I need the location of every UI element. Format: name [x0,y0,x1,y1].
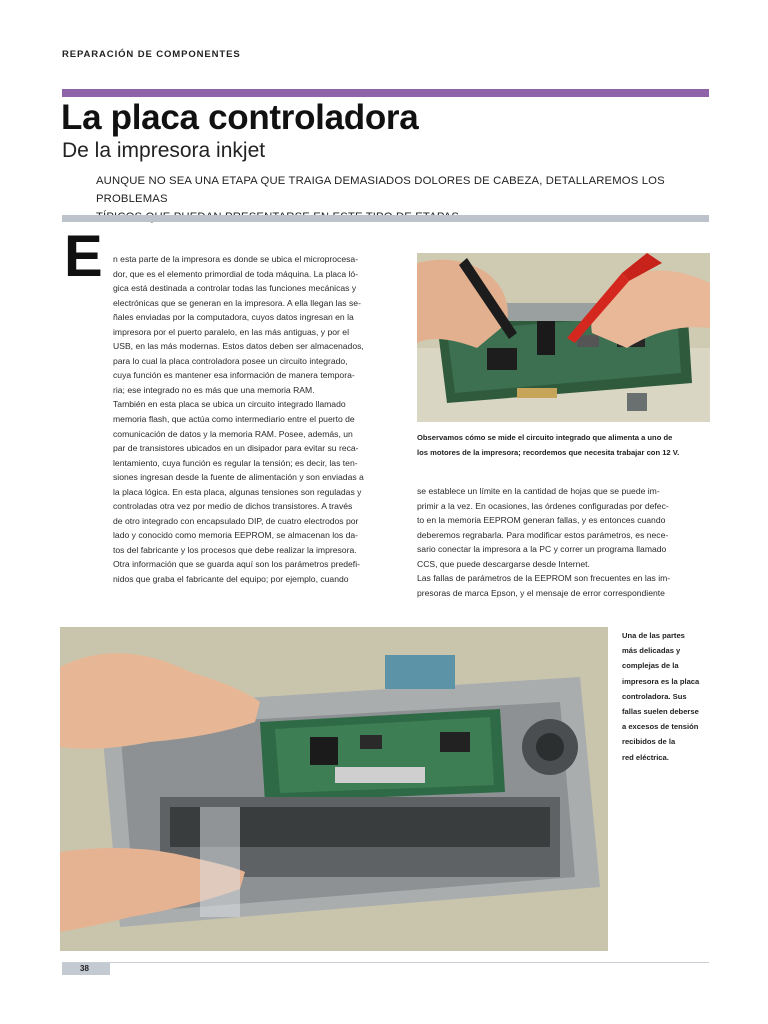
body-line: la placa lógica. En esta placa, algunas tensiones son reguladas y [113,486,362,497]
body-line: presoras de marca Epson, y el mensaje de error correspondiente [417,587,665,598]
drop-cap: E [64,224,103,289]
body-line: sario conectar la impresora a la PC y correr un programa llamado [417,544,667,555]
caption-line: Observamos cómo se mide el circuito integrado que alimenta a uno de [417,433,673,442]
body-line: gica está destinada a controlar todas las funciones mecánicas y [113,283,357,294]
photo-caption-2 [622,628,712,765]
section-divider [62,215,709,222]
body-line: Otra información que se guarda aquí son los parámetros predefi- [113,559,360,570]
body-line: USB, en las más modernas. Estos datos deben ser almacenados, [113,341,364,352]
body-line: to en la memoria EEPROM generan fallas, y es entonces cuando [417,515,666,526]
body-line: controladas otra vez por medio de dichos transistores. A través [113,501,353,512]
body-line: memoria flash, que actúa como intermediario entre el puerto de [113,414,355,425]
lead-line: AUNQUE NO SEA UNA ETAPA QUE TRAIGA DEMASIADOS DOLORES DE CABEZA, DETALLAREMOS LOS PROBLEMAS [96,175,665,205]
section-label: REPARACIÓN DE COMPONENTES [62,49,241,60]
body-line: comunicación de datos y la memoria RAM. Posee, además, un [113,428,353,439]
body-line: lentamiento, cuya función es regular la tensión; es decir, las ten- [113,457,358,468]
caption-line: a excesos de tensión [622,722,699,732]
photo-printer-internals [60,627,608,951]
body-column-2 [417,484,709,600]
caption-line: impresora es la placa [622,676,700,686]
body-line: También en esta placa se ubica un circuito integrado llamado [113,399,346,410]
photo-measuring-ic [417,253,710,422]
caption-line: Una de las partes [622,631,685,640]
article-title: La placa controladora [61,98,419,137]
accent-bar [62,89,709,97]
body-line: lado y conocido como memoria EEPROM, se almacenan los da- [113,530,359,541]
body-line: de otro integrado con encapsulado DIP, de cuatro electrodos por [113,515,359,526]
body-line: primir a la vez. En ocasiones, las órdenes configuradas por defec- [417,500,669,511]
body-line: nidos que graba el fabricante del equipo; por ejemplo, cuando [113,574,349,585]
page-number: 38 [62,963,110,975]
photo-caption-1 [417,430,710,460]
body-line: siones ingresan desde la fuente de alimentación y son enviadas a [113,472,364,483]
body-line: para lo cual la placa controladora posee un circuito integrado, [113,355,348,366]
body-line: deberemos regrabarla. Para modificar estos parámetros, es nece- [417,529,669,540]
article-subtitle: De la impresora inkjet [62,139,266,162]
body-line: n esta parte de la impresora es donde se ubica el microprocesa- [113,254,359,264]
body-line: ñales enviadas por la computadora, cuyos datos ingresan en la [113,312,354,323]
body-line: tos del fabricante y los procesos que debe realizar la impresora. [113,544,357,555]
footer-rule [62,962,709,963]
body-line: CCS, que puede descargarse desde Internet. [417,558,590,569]
body-line: cuya función es mantener esa información de manera tempora- [113,370,355,381]
body-line: dor, que es el elemento primordial de toda máquina. La placa ló- [113,268,359,279]
caption-line: más delicadas y [622,646,681,656]
caption-line: complejas de la [622,661,679,671]
caption-line: los motores de la impresora; recordemos que necesita trabajar con 12 V. [417,448,680,457]
caption-line: red eléctrica. [622,752,669,762]
caption-line: controladora. Sus [622,691,687,701]
body-line: impresora por el puerto paralelo, en las más antiguas, y por el [113,326,349,337]
body-line: ria; ese integrado no es más que una memoria RAM. [113,384,315,395]
body-line: Las fallas de parámetros de la EEPROM son frecuentes en las im- [417,573,671,584]
caption-line: fallas suelen deberse [622,707,699,717]
body-line: par de transistores ubicados en un disipador para evitar su reca- [113,443,359,454]
caption-line: recibidos de la [622,737,676,747]
body-line: electrónicas que se generan en la impresora. A ella llegan las se- [113,297,361,308]
body-line: se establece un límite en la cantidad de hojas que se puede im- [417,486,660,496]
body-column-1 [113,252,401,587]
